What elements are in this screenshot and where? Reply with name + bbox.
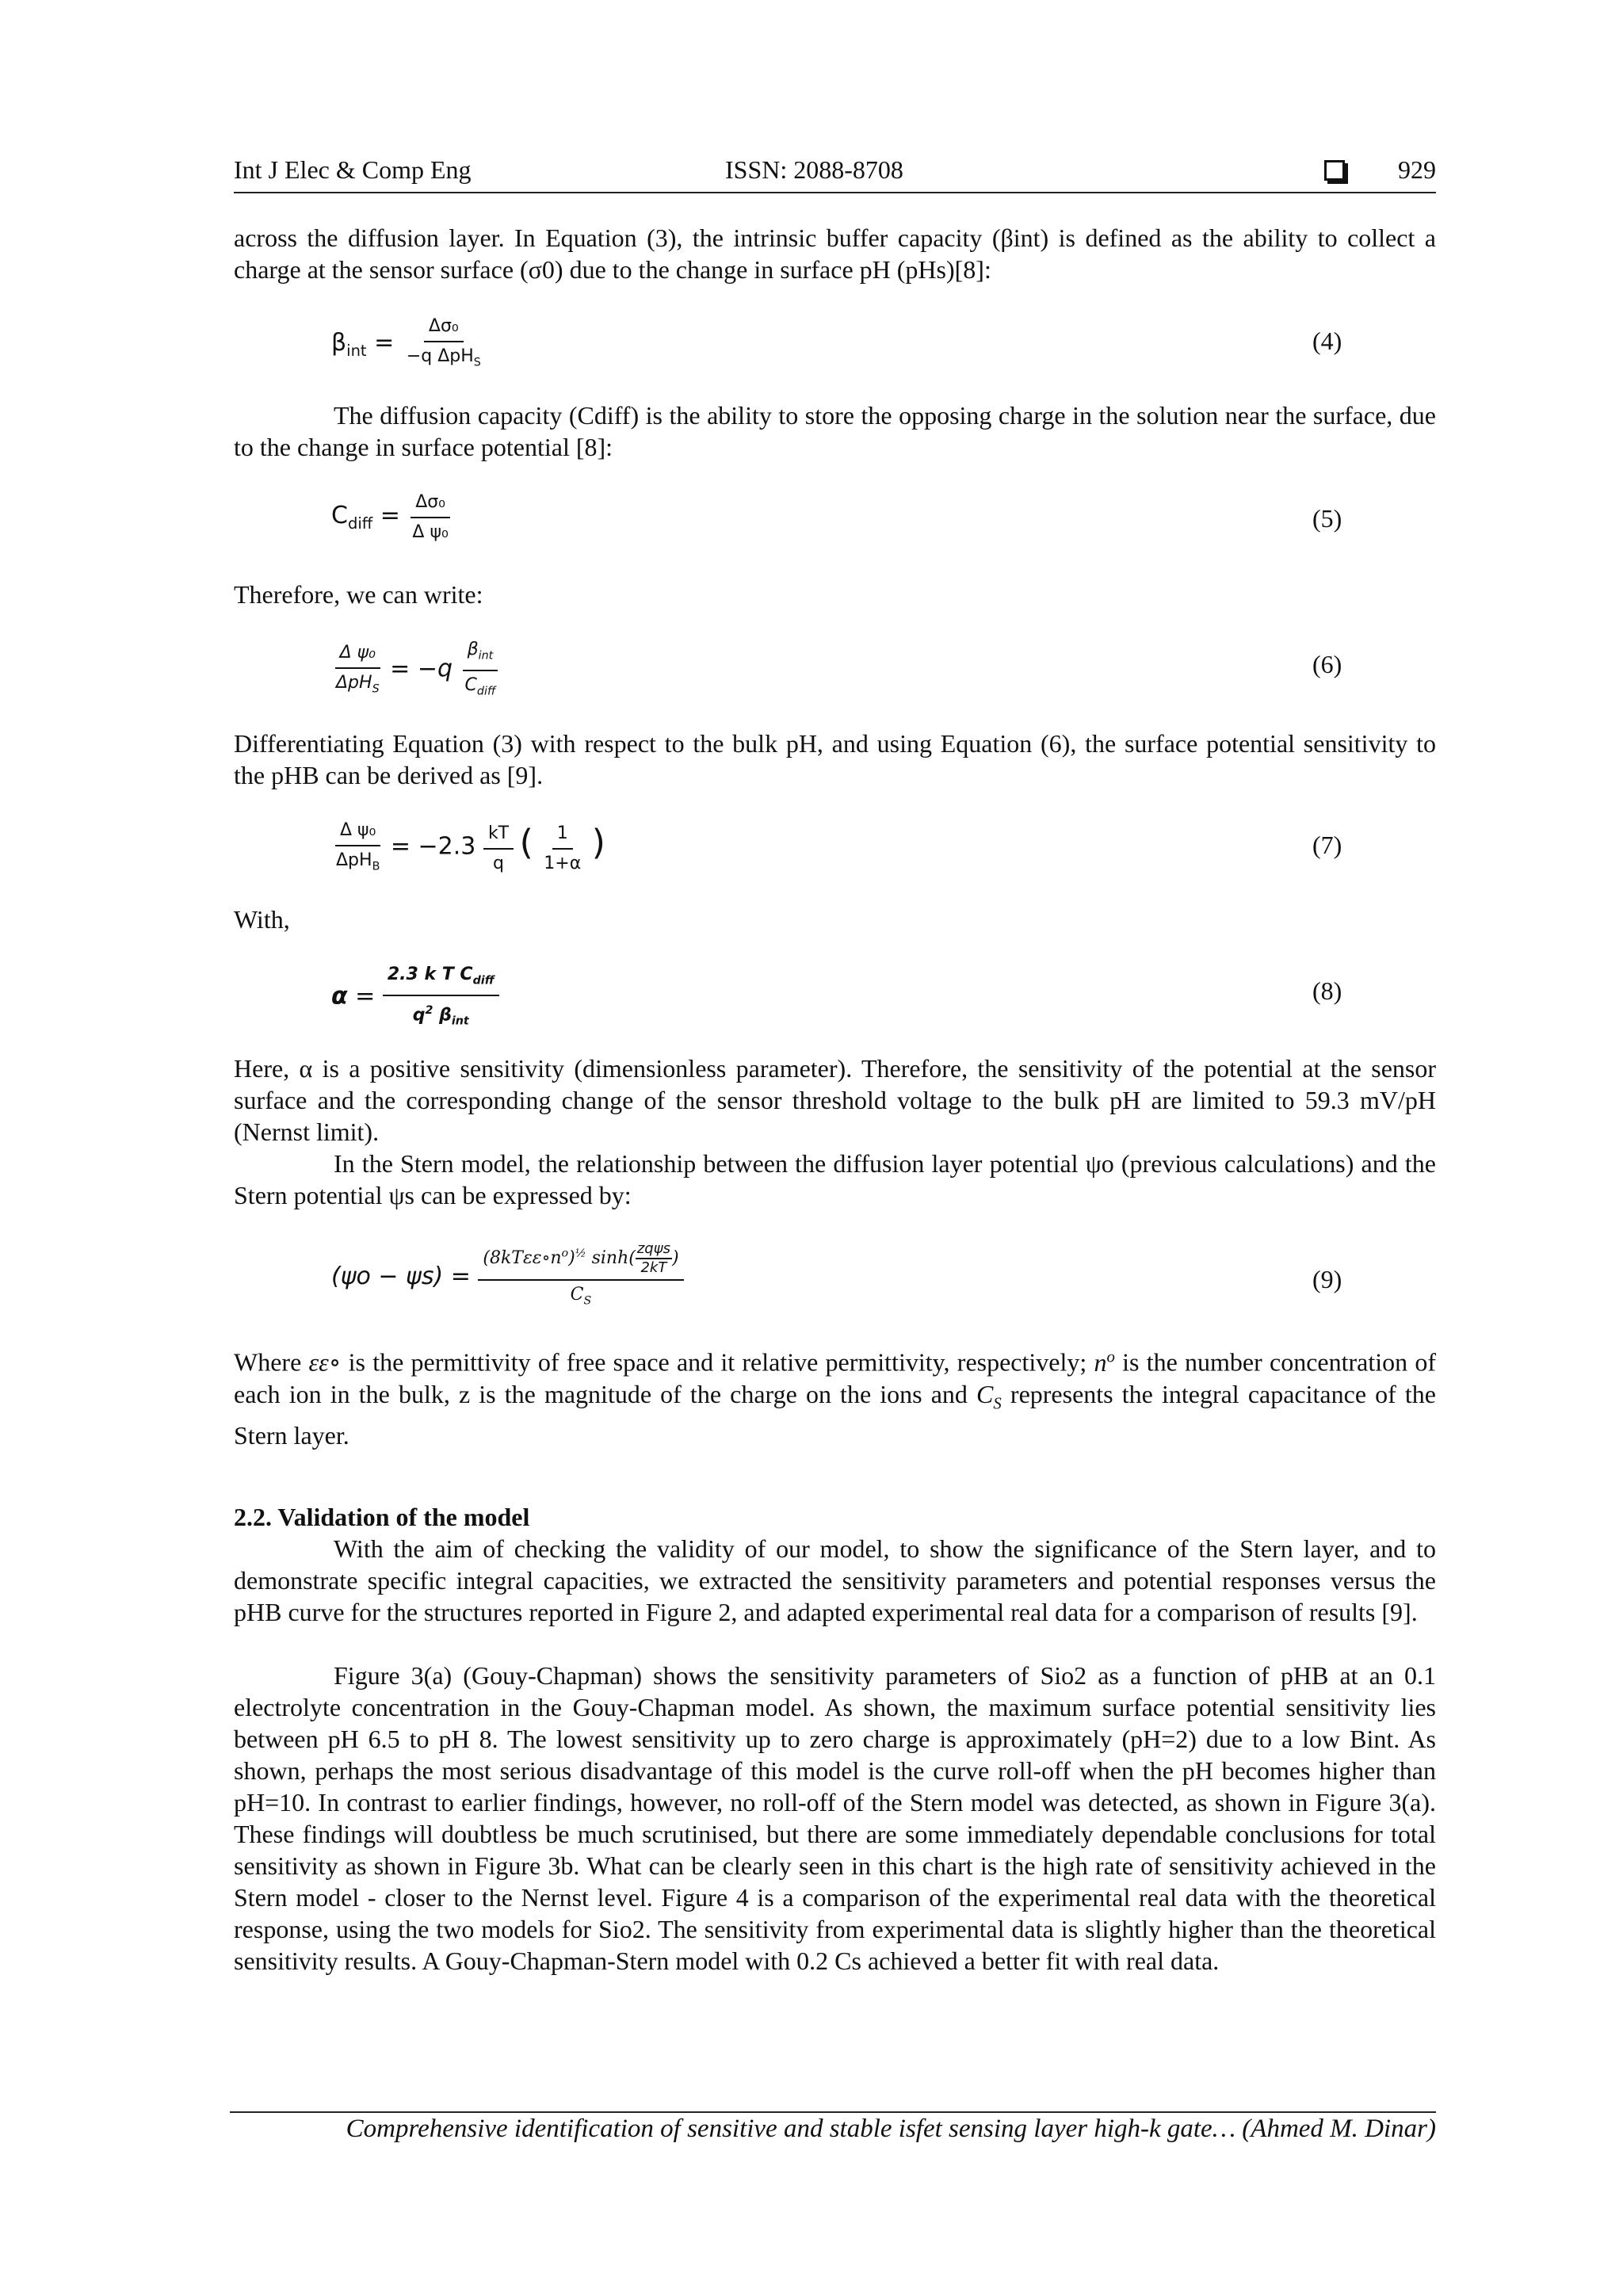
footer-rule — [230, 2111, 1436, 2113]
equation-8 — [331, 964, 499, 1033]
paragraph-where: Where εε∘ is the permittivity of free space and it relative permittivity, respectively; $n^o$ is the number concentration of each ion in the bulk, z is the magnitude of the charge on the ions and $C_S$ represents the integral capacitance of the Stern layer. — [234, 1347, 1437, 1450]
equation-9-label: (9) — [1312, 1265, 1342, 1293]
eq8-fraction: $\frac{2.3 k T C_{diff}}{q^2 \beta_{int}}$ — [383, 964, 499, 1033]
page-number: 929 — [1398, 155, 1436, 184]
eq4-fraction: $\frac{\text{Δσ₀}}{-q \Delta pH_S}$ — [406, 316, 481, 369]
paragraph-therefore: Therefore, we can write: — [234, 580, 483, 609]
eq9-lhs: (ψo − ψs) = — [331, 1263, 479, 1291]
equation-7 — [331, 819, 605, 877]
eq7-left-fraction: $\frac{\text{Δ ψ₀}}{\Delta pH_B}$ — [336, 820, 380, 873]
equation-8-label: (8) — [1312, 976, 1342, 1005]
paragraph-intro: across the diffusion layer. In Equation (3), the intrinsic buffer capacity (βint) is defined as the ability to collect a charge at the sensor surface (σ0) due to the change in surface pH (pHs)[8]: — [234, 223, 1436, 284]
equation-5-label: (5) — [1312, 504, 1342, 533]
eq8-lhs: α = — [331, 982, 383, 1010]
equation-6-label: (6) — [1312, 650, 1342, 678]
equation-6 — [331, 639, 500, 703]
eq7-open-paren: ( — [519, 822, 533, 863]
paragraph-with: With, — [234, 905, 290, 934]
section-heading: 2.2. Validation of the model — [234, 1503, 530, 1531]
eq5-fraction: $\frac{\text{Δσ₀}}{\text{Δ ψ₀}}$ — [407, 491, 453, 544]
paragraph-validation: With the aim of checking the validity of our model, to show the significance of the Stern layer, and to demonstrate specific integral capacities, we extracted the sensitivity parameters and potential responses versus the pHB curve for the structures reported in Figure 2, and adapted experimental real data for a comparison of results [9]. — [234, 1534, 1436, 1626]
eq4-lhs: $\beta_{int}$ = — [331, 328, 402, 360]
equation-4-label: (4) — [1312, 327, 1342, 355]
paragraph-alpha-explanation: Here, α is a positive sensitivity (dimensionless parameter). Therefore, the sensitivity of the potential at the sensor surface and the corresponding change of the sensor threshold voltage to the bulk pH are limited to 59.3 mV/pH (Nernst limit). — [234, 1054, 1436, 1146]
paragraph-diffusion-capacity: The diffusion capacity (Cdiff) is the ability to store the opposing charge in the solution near the surface, due to the change in surface potential [8]: — [234, 401, 1436, 461]
eq9-fraction: $(8kT\varepsilon\varepsilon\circ n^o)^{\frac{1}{2}}$ sinh( $\frac{\text{zqψs}}{2kT}$ ) $C_S$ — [478, 1241, 683, 1312]
paragraph-results: Figure 3(a) (Gouy-Chapman) shows the sensitivity parameters of Sio2 as a function of pHB at an 0.1 electrolyte concentration in the Gouy-Chapman model. As shown, the maximum surface potential sensitivity lies between pH 6.5 to pH 8. The lowest sensitivity up to zero charge is approximately (pH=2) due to a low Bint. As shown, perhaps the most serious disadvantage of this model is the curve roll-off when the pH becomes higher than pH=10. In contrast to earlier findings, however, no roll-off of the Stern model was detected, as shown in Figure 3(a). These findings will doubtless be much scrutinised, but there are some immediately dependable conclusions for total sensitivity as shown in Figure 3b. What can be clearly seen in this chart is the high rate of sensitivity achieved in the Stern model - closer to the Nernst level. Figure 4 is a comparison of the experimental real data with the theoretical response, using the two models for Sio2. The sensitivity from experimental data is slightly higher than the theoretical sensitivity results. A Gouy-Chapman-Stern model with 0.2 Cs achieved a better fit with real data. — [234, 1661, 1436, 1975]
eq6-left-fraction: $\frac{\text{Δ ψ₀}}{\Delta pH_S}$ — [336, 642, 380, 696]
eq7-kt-fraction: $\frac{kT}{q}$ — [483, 823, 514, 875]
eq5-lhs: $C_{diff}$ = — [331, 501, 408, 533]
eq7-alpha-fraction: $\frac{1}{1+\alpha}$ — [544, 823, 582, 873]
paragraph-stern-model: In the Stern model, the relationship between the diffusion layer potential ψo (previous calculations) and the Stern potential ψs can be expressed by: — [234, 1149, 1436, 1209]
issn: ISSN: 2088-8708 — [725, 155, 903, 184]
eq7-middle: = −2.3 — [390, 832, 483, 861]
journal-name: Int J Elec & Comp Eng — [234, 155, 472, 184]
equation-4 — [331, 315, 486, 373]
page-footer: Comprehensive identification of sensitive and stable isfet sensing layer high-k gate… (Ahmed M. Dinar) — [346, 2115, 1436, 2143]
eq6-right-fraction: $\frac{\beta_{int}}{C_{diff}}$ — [460, 639, 501, 703]
page-header — [234, 152, 1436, 193]
eq7-close-paren: ) — [591, 822, 605, 863]
equation-5 — [331, 491, 453, 544]
equation-7-label: (7) — [1312, 831, 1342, 859]
equation-9 — [331, 1241, 684, 1312]
paragraph-differentiating: Differentiating Equation (3) with respect to the bulk pH, and using Equation (6), the surface potential sensitivity to the pHB can be derived as [9]. — [234, 729, 1436, 789]
eq6-middle: = −q — [390, 655, 460, 683]
checkbox-square-icon — [1324, 160, 1345, 181]
